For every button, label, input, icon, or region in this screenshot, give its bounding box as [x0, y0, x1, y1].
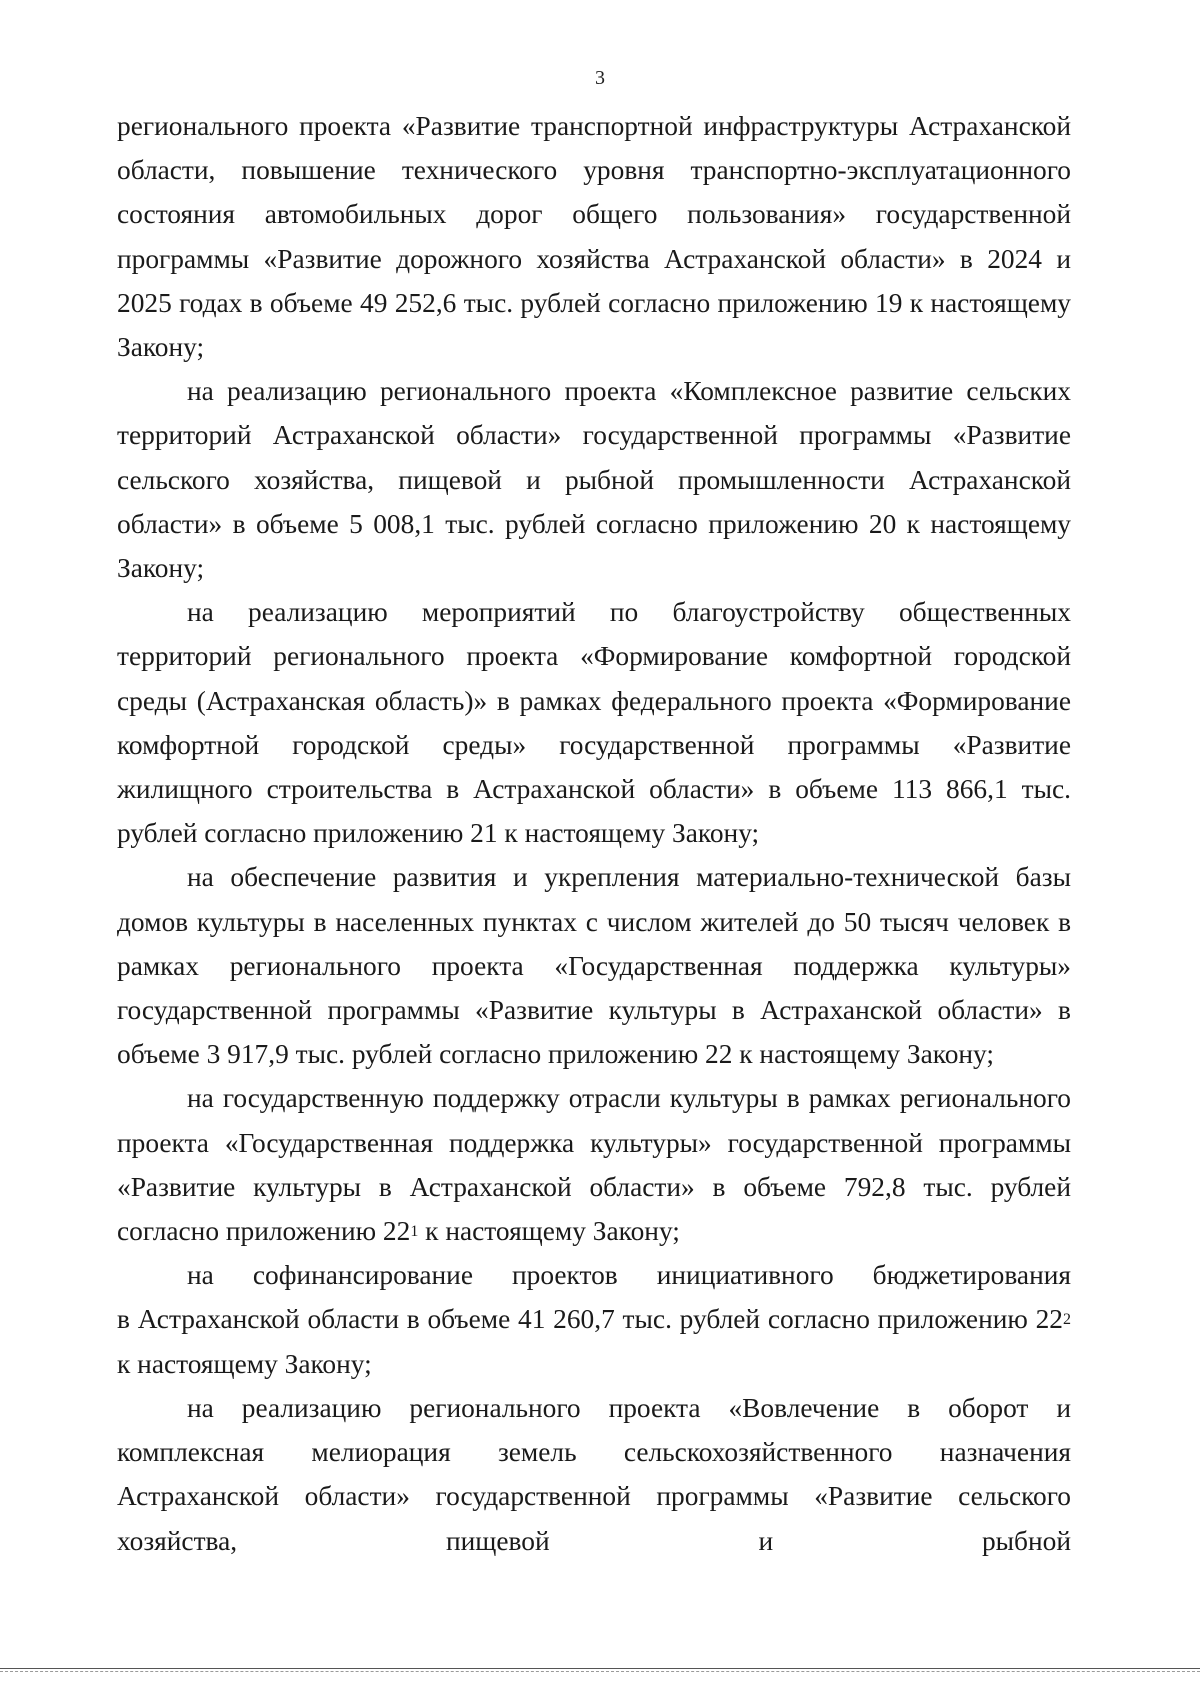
paragraph-culture-support: [117, 1076, 1071, 1253]
document-body: [117, 104, 1071, 1563]
superscript-2: 2: [1063, 1311, 1071, 1329]
scan-bottom-edge-shadow: [0, 1671, 1200, 1672]
superscript-1: 1: [410, 1223, 419, 1241]
page-number: 3: [595, 67, 605, 89]
paragraph-land-reclamation-project: на реализацию регионального проекта «Вовлечение в оборот и комплексная мелиорация земель сельскохозяйственного назначения Астраханской области» государственной программы «Развитие сельского хозяйства, пищевой и рыбной: [117, 1392, 1071, 1556]
paragraph-culture-support-text: на государственную поддержку отрасли культуры в рамках регионального проекта «Государственная поддержка культуры» государственной программы «Развитие культуры в Астраханской области» в объеме 792,8 тыс. рублей согласно приложению 22: [117, 1083, 1071, 1247]
paragraph-rural-territories-project: на реализацию регионального проекта «Комплексное развитие сельских территорий Астраханской области» государственной программы «Развитие сельского хозяйства, пищевой и рыбной промышленности Астраханской области» в объеме 5 008,1 тыс. рублей согласно приложению 20 к настоящему Закону;: [117, 376, 1071, 584]
paragraph-initiative-budgeting-line1: на софинансирование проектов инициативного бюджетирования: [187, 1260, 1071, 1291]
paragraph-culture-support-tail: к настоящему Закону;: [418, 1216, 680, 1247]
paragraph-houses-of-culture: на обеспечение развития и укрепления материально-технической базы домов культуры в населенных пунктах с числом жителей до 50 тысяч человек в рамках регионального проекта «Государственная поддержка культуры» государственной программы «Развитие культуры в Астраханской области» в объеме 3 917,9 тыс. рублей согласно приложению 22 к настоящему Закону;: [117, 862, 1071, 1070]
paragraph-initiative-budgeting-text: в Астраханской области в объеме 41 260,7 тыс. рублей согласно приложению 22: [117, 1304, 1063, 1335]
scan-bottom-edge-line: [0, 1668, 1200, 1669]
paragraph-urban-environment-project: на реализацию мероприятий по благоустройству общественных территорий регионального проекта «Формирование комфортной городской среды (Астраханская область)» в рамках федерального проекта «Формирование комфортной городской среды» государственной программы «Развитие жилищного строительства в Астраханской области» в объеме 113 866,1 тыс. рублей согласно приложению 21 к настоящему Закону;: [117, 597, 1071, 849]
paragraph-initiative-budgeting-tail: к настоящему Закону;: [117, 1348, 372, 1379]
paragraph-regional-transport-project: регионального проекта «Развитие транспортной инфраструктуры Астраханской области, повышение технического уровня транспортно-эксплуатационного состояния автомобильных дорог общего пользования» государственной программы «Развитие дорожного хозяйства Астраханской области» в 2024 и 2025 годах в объеме 49 252,6 тыс. рублей согласно приложению 19 к настоящему Закону;: [117, 111, 1071, 363]
paragraph-initiative-budgeting: [117, 1253, 1071, 1386]
